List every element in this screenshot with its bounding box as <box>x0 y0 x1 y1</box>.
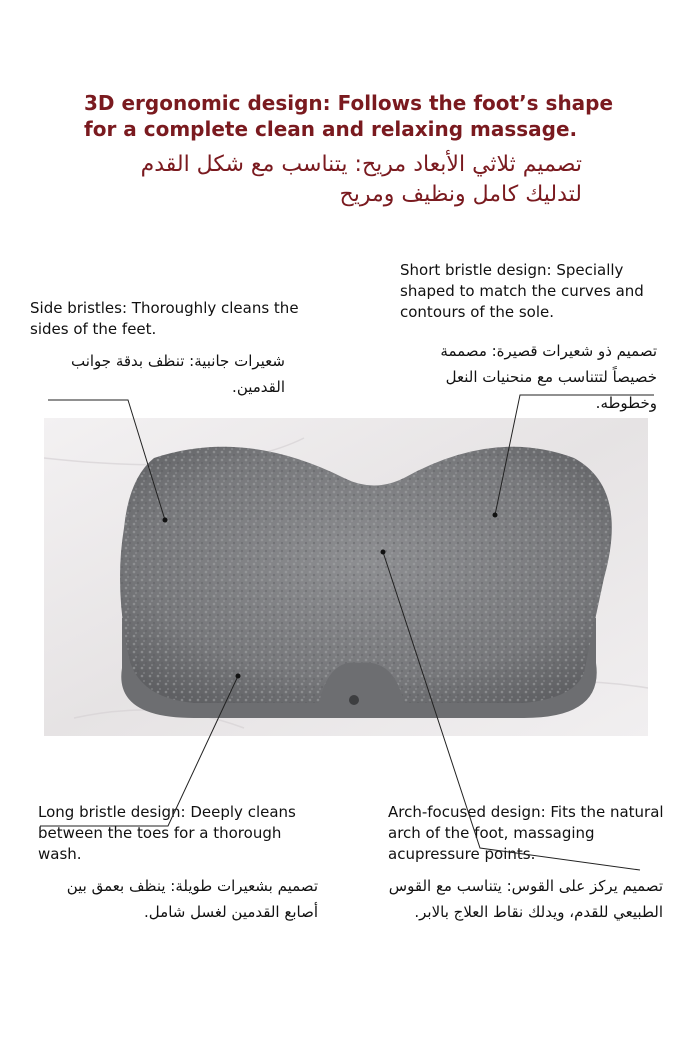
drain-hole <box>349 695 359 705</box>
short-bristle-label-en: Short bristle design: Specially shaped to match the curves and contours of the sole. <box>400 261 644 321</box>
side-bristles-label-en: Side bristles: Thoroughly cleans the sides of the feet. <box>30 299 299 338</box>
long-bristle-label-en: Long bristle design: Deeply cleans between the toes for a thorough wash. <box>38 803 296 863</box>
arch-focused-label-ar: تصميم يركز على القوس: يتناسب مع القوس الطبيعي للقدم، ويدلك نقاط العلاج بالابر. <box>388 877 663 921</box>
product-photo <box>44 418 648 736</box>
headline-english: 3D ergonomic design: Follows the foot’s shape for a complete clean and relaxing massage. <box>84 91 614 141</box>
arch-focused-label-en: Arch-focused design: Fits the natural arch of the foot, massaging acupressure points. <box>388 803 664 863</box>
long-bristle-label-ar: تصميم بشعيرات طويلة: ينظف بعمق بين أصابع القدمين لغسل شامل. <box>66 877 318 921</box>
bath-mat-illustration <box>44 418 648 736</box>
side-bristles-label-ar: شعيرات جانبية: تنظف بدقة جوانب القدمين. <box>70 352 285 396</box>
short-bristle-label-ar: تصميم ذو شعيرات قصيرة: مصممة خصيصاً لتتناسب مع منحنيات النعل وخطوطه. <box>440 342 657 412</box>
headline-arabic: تصميم ثلاثي الأبعاد مريح: يتناسب مع شكل القدم لتدليك كامل ونظيف ومريح <box>140 152 582 207</box>
